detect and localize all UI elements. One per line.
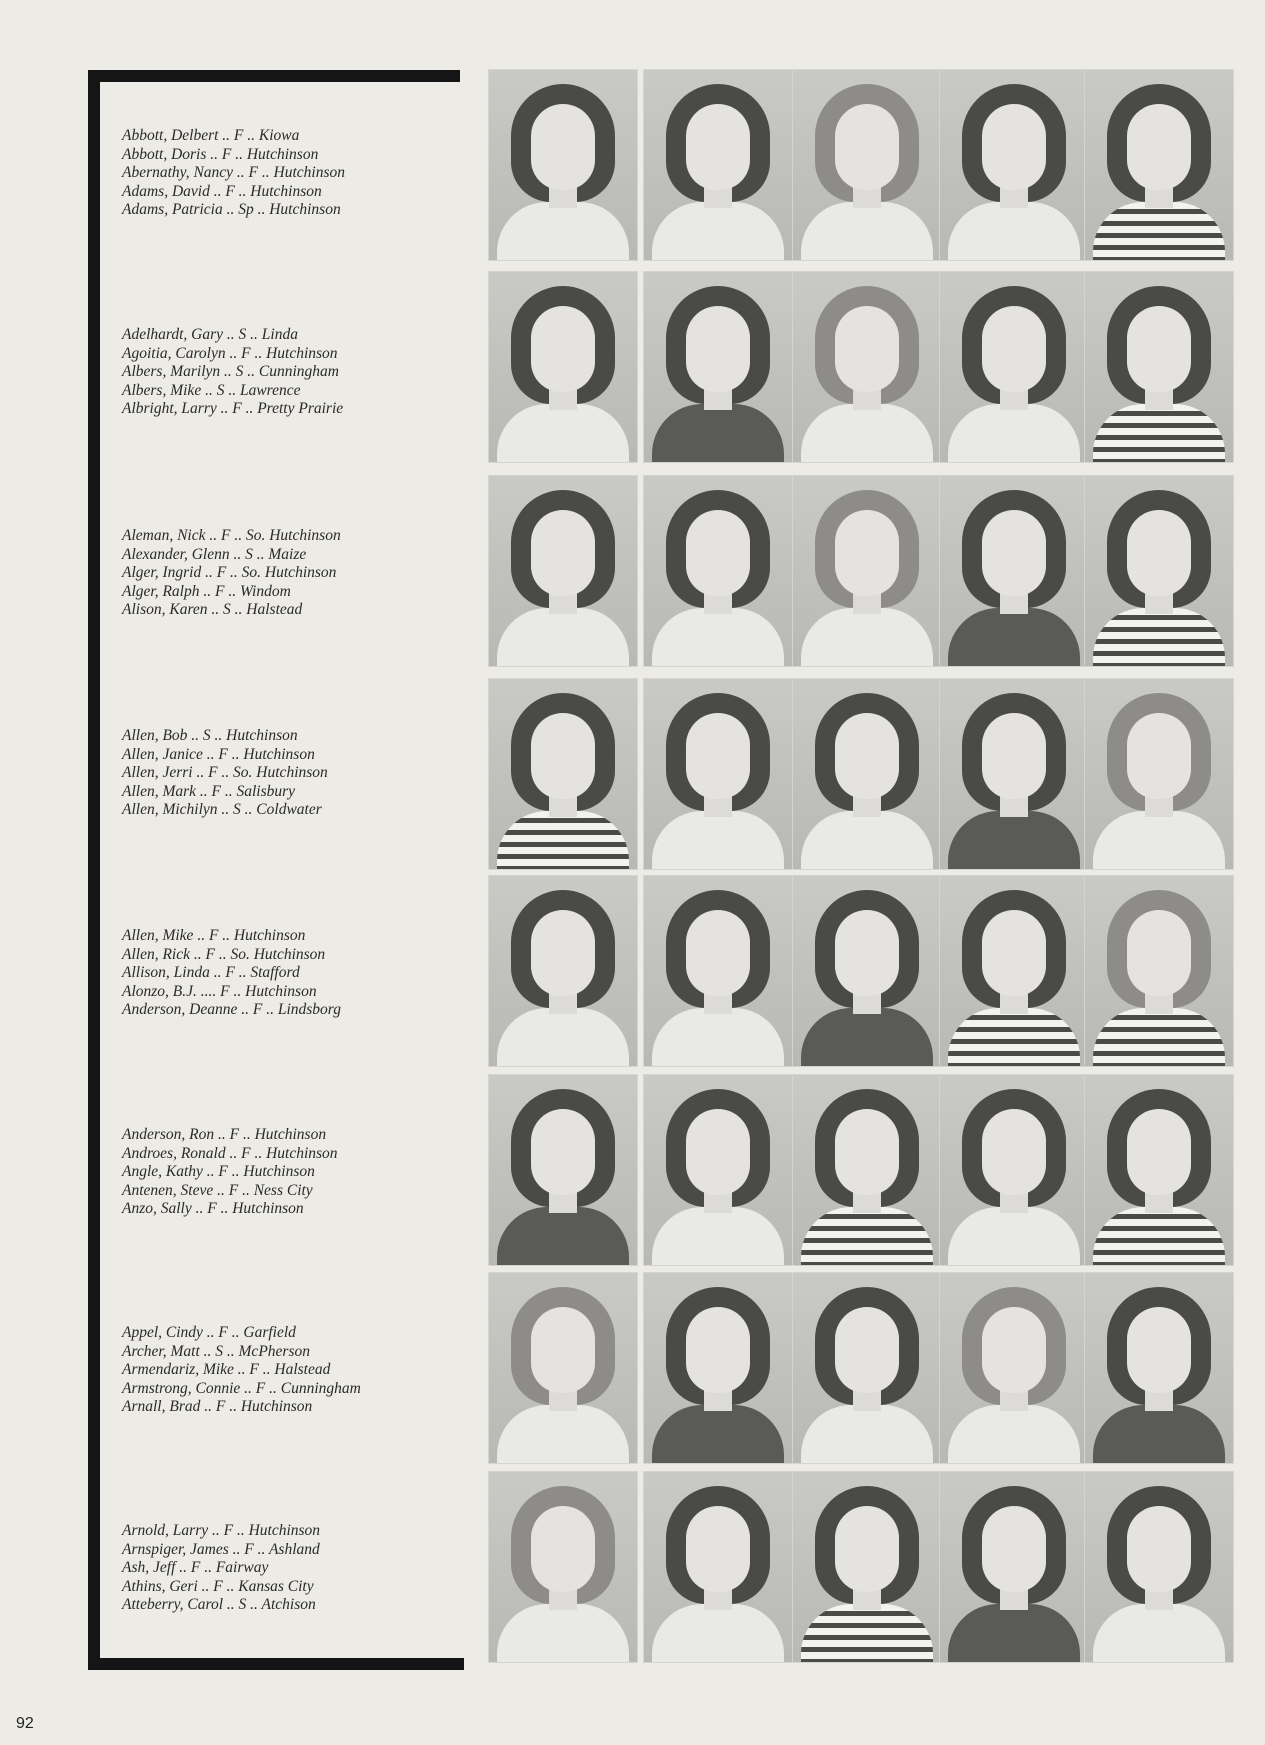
student-portrait bbox=[1085, 70, 1233, 260]
name-entry: Alonzo, B.J. .... F .. Hutchinson bbox=[122, 982, 317, 1000]
student-portrait bbox=[1085, 476, 1233, 666]
name-entry: Arnspiger, James .. F .. Ashland bbox=[122, 1540, 320, 1558]
name-list bbox=[122, 927, 462, 1020]
student-portrait bbox=[644, 679, 792, 869]
student-portrait bbox=[644, 272, 792, 462]
student-portrait bbox=[644, 876, 792, 1066]
name-entry: Allison, Linda .. F .. Stafford bbox=[122, 964, 300, 982]
name-entry: Antenen, Steve .. F .. Ness City bbox=[122, 1181, 313, 1199]
page-number: 92 bbox=[16, 1715, 34, 1732]
bracket-left bbox=[88, 70, 100, 1670]
name-entry: Arnall, Brad .. F .. Hutchinson bbox=[122, 1398, 313, 1416]
name-entry: Allen, Michilyn .. S .. Coldwater bbox=[122, 801, 322, 819]
name-entry: Allen, Mike .. F .. Hutchinson bbox=[122, 927, 306, 944]
student-portrait bbox=[940, 1472, 1088, 1662]
name-entry: Angle, Kathy .. F .. Hutchinson bbox=[122, 1163, 315, 1181]
name-list bbox=[122, 1126, 462, 1219]
name-entry: Adams, Patricia .. Sp .. Hutchinson bbox=[122, 201, 341, 219]
student-portrait bbox=[489, 1273, 637, 1463]
name-entry: Alger, Ralph .. F .. Windom bbox=[122, 582, 291, 600]
name-entry: Allen, Janice .. F .. Hutchinson bbox=[122, 745, 315, 763]
name-entry: Anderson, Deanne .. F .. Lindsborg bbox=[122, 1001, 341, 1019]
student-portrait bbox=[1085, 1273, 1233, 1463]
student-portrait bbox=[940, 1273, 1088, 1463]
name-list bbox=[122, 1522, 462, 1615]
student-portrait bbox=[793, 876, 941, 1066]
student-portrait bbox=[940, 1075, 1088, 1265]
student-portrait bbox=[940, 70, 1088, 260]
student-portrait bbox=[793, 272, 941, 462]
student-portrait bbox=[1085, 876, 1233, 1066]
name-entry: Albers, Mike .. S .. Lawrence bbox=[122, 381, 301, 399]
bracket-top bbox=[88, 70, 460, 82]
name-list bbox=[122, 527, 462, 620]
student-portrait bbox=[489, 1472, 637, 1662]
name-list bbox=[122, 127, 462, 220]
student-portrait bbox=[940, 876, 1088, 1066]
name-entry: Armendariz, Mike .. F .. Halstead bbox=[122, 1361, 331, 1379]
student-portrait bbox=[489, 272, 637, 462]
name-entry: Allen, Bob .. S .. Hutchinson bbox=[122, 727, 298, 744]
student-portrait bbox=[940, 476, 1088, 666]
student-portrait bbox=[793, 476, 941, 666]
name-entry: Appel, Cindy .. F .. Garfield bbox=[122, 1324, 296, 1341]
name-entry: Agoitia, Carolyn .. F .. Hutchinson bbox=[122, 344, 338, 362]
name-entry: Alexander, Glenn .. S .. Maize bbox=[122, 545, 307, 563]
student-portrait bbox=[793, 1075, 941, 1265]
student-portrait bbox=[644, 1273, 792, 1463]
student-portrait bbox=[644, 1075, 792, 1265]
name-list bbox=[122, 326, 462, 419]
name-entry: Armstrong, Connie .. F .. Cunningham bbox=[122, 1379, 361, 1397]
student-portrait bbox=[644, 476, 792, 666]
name-entry: Athins, Geri .. F .. Kansas City bbox=[122, 1577, 314, 1595]
student-portrait bbox=[1085, 1075, 1233, 1265]
student-portrait bbox=[489, 1075, 637, 1265]
student-portrait bbox=[644, 1472, 792, 1662]
student-portrait bbox=[489, 876, 637, 1066]
name-list bbox=[122, 727, 462, 820]
student-portrait bbox=[489, 70, 637, 260]
name-entry: Aleman, Nick .. F .. So. Hutchinson bbox=[122, 527, 341, 544]
student-portrait bbox=[793, 679, 941, 869]
name-entry: Alison, Karen .. S .. Halstead bbox=[122, 601, 303, 619]
bracket-bottom bbox=[88, 1658, 464, 1670]
student-portrait bbox=[940, 679, 1088, 869]
name-entry: Arnold, Larry .. F .. Hutchinson bbox=[122, 1522, 321, 1539]
student-portrait bbox=[793, 1472, 941, 1662]
name-entry: Allen, Mark .. F .. Salisbury bbox=[122, 782, 296, 800]
name-entry: Ash, Jeff .. F .. Fairway bbox=[122, 1559, 269, 1577]
student-portrait bbox=[489, 679, 637, 869]
student-portrait bbox=[793, 1273, 941, 1463]
name-entry: Anderson, Ron .. F .. Hutchinson bbox=[122, 1126, 327, 1143]
name-entry: Albright, Larry .. F .. Pretty Prairie bbox=[122, 400, 344, 418]
name-entry: Abbott, Delbert .. F .. Kiowa bbox=[122, 127, 300, 144]
name-entry: Albers, Marilyn .. S .. Cunningham bbox=[122, 363, 339, 381]
student-portrait bbox=[1085, 679, 1233, 869]
student-portrait bbox=[1085, 272, 1233, 462]
name-entry: Alger, Ingrid .. F .. So. Hutchinson bbox=[122, 564, 337, 582]
student-portrait bbox=[1085, 1472, 1233, 1662]
name-entry: Allen, Jerri .. F .. So. Hutchinson bbox=[122, 764, 328, 782]
name-entry: Abernathy, Nancy .. F .. Hutchinson bbox=[122, 164, 345, 182]
name-list bbox=[122, 1324, 462, 1417]
student-portrait bbox=[489, 476, 637, 666]
name-entry: Anzo, Sally .. F .. Hutchinson bbox=[122, 1200, 304, 1218]
student-portrait bbox=[644, 70, 792, 260]
student-portrait bbox=[793, 70, 941, 260]
name-entry: Allen, Rick .. F .. So. Hutchinson bbox=[122, 945, 326, 963]
name-entry: Androes, Ronald .. F .. Hutchinson bbox=[122, 1144, 338, 1162]
name-entry: Adelhardt, Gary .. S .. Linda bbox=[122, 326, 298, 343]
name-entry: Adams, David .. F .. Hutchinson bbox=[122, 182, 322, 200]
name-entry: Archer, Matt .. S .. McPherson bbox=[122, 1342, 310, 1360]
name-entry: Atteberry, Carol .. S .. Atchison bbox=[122, 1596, 316, 1614]
student-portrait bbox=[940, 272, 1088, 462]
name-entry: Abbott, Doris .. F .. Hutchinson bbox=[122, 145, 319, 163]
